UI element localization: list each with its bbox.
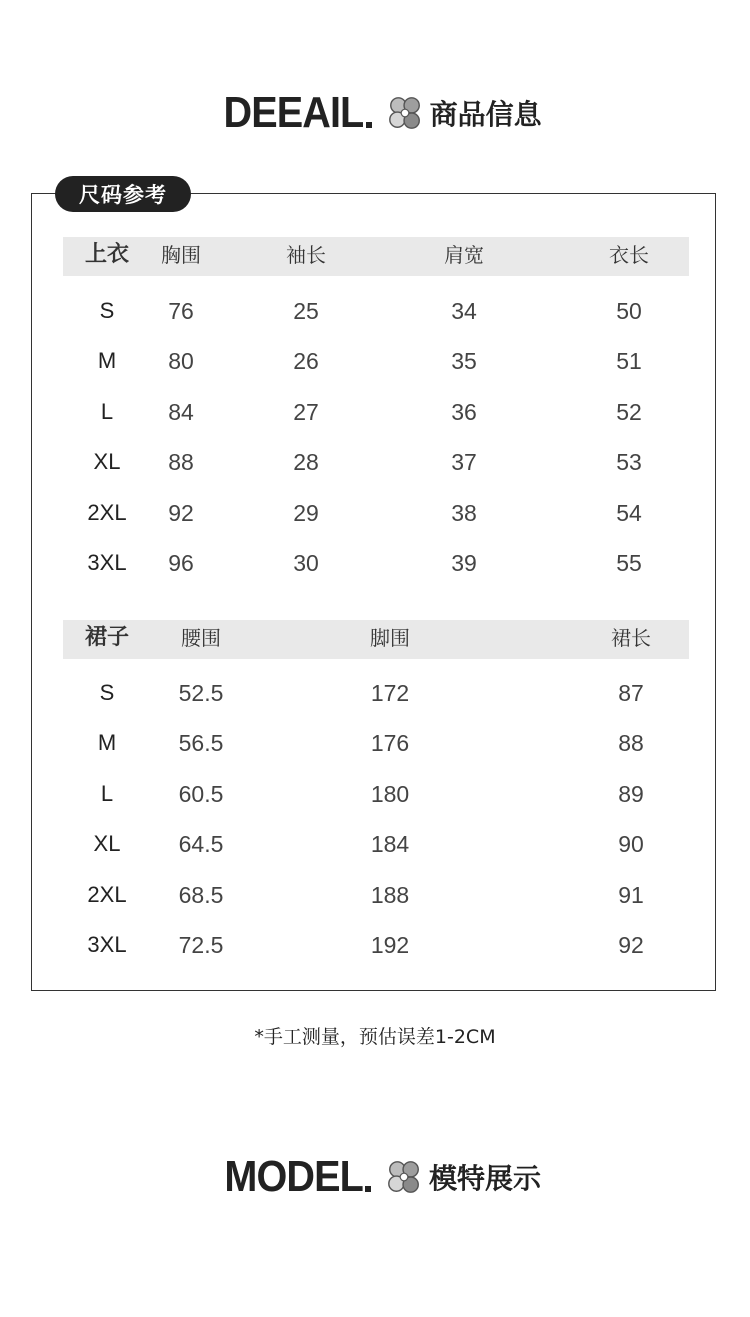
top-value-cell: 37 xyxy=(451,449,477,476)
top-value-cell: 92 xyxy=(168,499,194,526)
top-size-label: S xyxy=(99,298,115,323)
skirt-header-cell: 腰围 xyxy=(181,626,221,650)
top-header-cell: 肩宽 xyxy=(444,243,484,267)
top-size-label: XL xyxy=(93,449,121,475)
model-title-cn: 模特展示 xyxy=(428,1162,541,1195)
skirt-header-cell: 裙子 xyxy=(84,625,130,650)
skirt-value-cell: 88 xyxy=(618,730,644,757)
top-size-label: 3XL xyxy=(87,550,127,575)
skirt-size-label: XL xyxy=(93,831,121,857)
skirt-value-cell: 90 xyxy=(618,831,644,858)
top-value-cell: 28 xyxy=(293,449,319,476)
skirt-value-cell: 72.5 xyxy=(178,932,224,958)
top-table-header xyxy=(63,237,689,276)
skirt-header-cell: 裙长 xyxy=(611,626,651,650)
top-value-cell: 55 xyxy=(616,550,642,576)
top-value-cell: 53 xyxy=(616,449,642,476)
skirt-size-label: 3XL xyxy=(87,932,127,957)
top-value-cell: 36 xyxy=(451,398,477,425)
top-value-cell: 25 xyxy=(293,298,319,324)
top-value-cell: 51 xyxy=(616,348,642,375)
top-size-label: M xyxy=(97,348,117,374)
skirt-size-label: S xyxy=(99,680,115,705)
flower-icon xyxy=(386,94,424,132)
top-header-cell: 上衣 xyxy=(84,242,130,267)
skirt-value-cell: 92 xyxy=(618,932,644,958)
skirt-value-cell: 89 xyxy=(618,780,644,807)
top-value-cell: 39 xyxy=(451,550,477,576)
top-value-cell: 30 xyxy=(293,550,319,576)
skirt-size-label: M xyxy=(97,730,117,756)
top-value-cell: 80 xyxy=(168,348,194,375)
top-value-cell: 76 xyxy=(168,298,194,324)
skirt-size-label: L xyxy=(100,780,114,806)
skirt-value-cell: 60.5 xyxy=(178,780,224,807)
product-info-heading xyxy=(0,88,750,138)
model-title: MODEL xyxy=(224,1152,363,1201)
skirt-value-cell: 172 xyxy=(370,680,410,706)
skirt-value-cell: 180 xyxy=(370,780,410,807)
top-value-cell: 52 xyxy=(616,398,642,425)
flower-icon xyxy=(385,1158,423,1196)
skirt-value-cell: 192 xyxy=(370,932,410,958)
top-header-cell: 袖长 xyxy=(286,243,326,267)
skirt-value-cell: 188 xyxy=(370,881,410,908)
title-dot xyxy=(365,1186,371,1192)
top-value-cell: 96 xyxy=(168,550,194,576)
skirt-value-cell: 87 xyxy=(618,680,644,706)
measurement-note: *手工测量，预估误差1-2CM xyxy=(254,1026,496,1048)
title-dot xyxy=(366,122,372,128)
skirt-value-cell: 184 xyxy=(370,831,410,858)
top-size-label: L xyxy=(100,398,114,424)
top-header-cell: 衣长 xyxy=(609,243,649,267)
skirt-size-label: 2XL xyxy=(87,881,127,907)
top-value-cell: 38 xyxy=(451,499,477,526)
skirt-value-cell: 56.5 xyxy=(178,730,224,757)
top-value-cell: 54 xyxy=(616,499,642,526)
skirt-value-cell: 91 xyxy=(618,881,644,908)
top-header-cell: 胸围 xyxy=(161,243,201,267)
skirt-value-cell: 64.5 xyxy=(178,831,224,858)
brand-title: DEEAIL xyxy=(223,88,364,137)
top-size-label: 2XL xyxy=(87,499,127,525)
size-chart-frame xyxy=(31,193,716,991)
skirt-value-cell: 52.5 xyxy=(178,680,224,706)
top-value-cell: 29 xyxy=(293,499,319,526)
top-value-cell: 50 xyxy=(616,298,642,324)
skirt-value-cell: 176 xyxy=(370,730,410,757)
top-value-cell: 35 xyxy=(451,348,477,375)
top-value-cell: 84 xyxy=(168,398,194,425)
skirt-value-cell: 68.5 xyxy=(178,881,224,908)
size-reference-tag: 尺码参考 xyxy=(55,176,191,212)
top-value-cell: 27 xyxy=(293,398,319,425)
top-value-cell: 26 xyxy=(293,348,319,375)
top-value-cell: 34 xyxy=(451,298,477,324)
model-heading xyxy=(0,1152,750,1202)
skirt-header-cell: 脚围 xyxy=(370,626,410,650)
section-title-cn: 商品信息 xyxy=(429,98,542,131)
top-value-cell: 88 xyxy=(168,449,194,476)
